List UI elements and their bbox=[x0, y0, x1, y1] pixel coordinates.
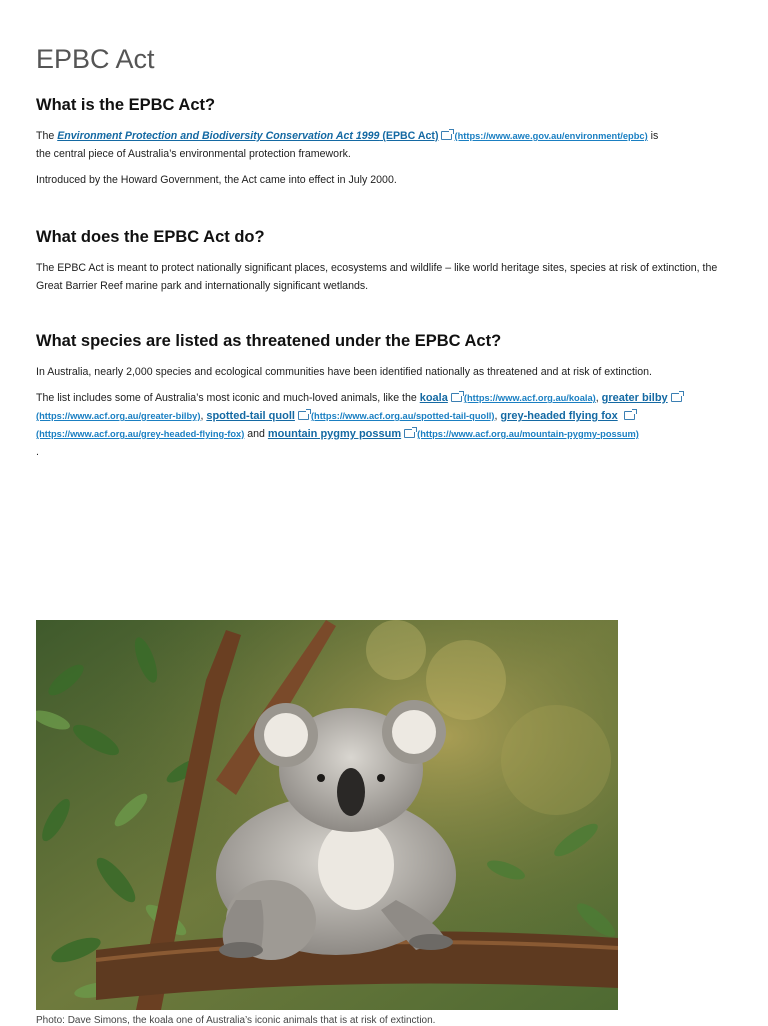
and-sep: and bbox=[244, 428, 268, 440]
page-title: EPBC Act bbox=[36, 44, 155, 74]
section-heading-what-is: What is the EPBC Act? bbox=[36, 96, 216, 114]
external-link-icon bbox=[451, 393, 462, 402]
photo-caption: Photo: Dave Simons, the koala one of Australia’s iconic animals that is at risk of extinction. bbox=[36, 1015, 436, 1026]
koala-photo bbox=[36, 620, 618, 1010]
comma-sep: , bbox=[595, 392, 602, 404]
paragraph-protects: The EPBC Act is meant to protect nationally significant places, ecosystems and wildlife – like world heritage sites, species at risk of extinction, the Great Barrier Reef marine park and internationally significant wetlands. bbox=[36, 262, 718, 292]
paragraph-introduced: Introduced by the Howard Government, the Act came into effect in July 2000. bbox=[36, 174, 397, 186]
external-link-icon bbox=[404, 429, 415, 438]
text-list-prefix: The list includes some of Australia’s most iconic and much-loved animals, like the bbox=[36, 392, 420, 404]
spotted-tail-quoll-url-link[interactable]: (https://www.acf.org.au/spotted-tail-quoll) bbox=[310, 411, 495, 421]
text-prefix: The bbox=[36, 130, 58, 142]
koala-link[interactable]: koala bbox=[419, 392, 448, 404]
greater-bilby-url-link[interactable]: (https://www.acf.org.au/greater-bilby) bbox=[36, 411, 201, 421]
greater-bilby-link[interactable]: greater bilby bbox=[601, 392, 668, 404]
mountain-pygmy-possum-link[interactable]: mountain pygmy possum bbox=[267, 428, 402, 440]
comma-sep: , bbox=[200, 410, 207, 422]
act-url-link[interactable]: (https://www.awe.gov.au/environment/epbc) bbox=[454, 131, 648, 141]
paragraph-species-count: In Australia, nearly 2,000 species and ecological communities have been identified nationally as threatened and at risk of extinction. bbox=[36, 366, 652, 378]
external-link-icon bbox=[624, 411, 635, 420]
grey-headed-flying-fox-link[interactable]: grey-headed flying fox bbox=[500, 410, 618, 422]
section-heading-what-does: What does the EPBC Act do? bbox=[36, 228, 265, 246]
external-link-icon bbox=[298, 411, 309, 420]
text-line2: the central piece of Australia’s environmental protection framework. bbox=[36, 148, 351, 160]
text-suffix: is bbox=[647, 130, 659, 142]
act-abbrev-link[interactable]: (EPBC Act) bbox=[379, 130, 439, 142]
external-link-icon bbox=[441, 131, 452, 140]
paragraph-act-intro bbox=[36, 127, 736, 163]
koala-url-link[interactable]: (https://www.acf.org.au/koala) bbox=[463, 393, 596, 403]
grey-headed-flying-fox-url-link[interactable]: (https://www.acf.org.au/grey-headed-flying-fox) bbox=[36, 429, 245, 439]
act-link[interactable]: Environment Protection and Biodiversity Conservation Act 1999 bbox=[57, 130, 380, 142]
section-heading-species: What species are listed as threatened under the EPBC Act? bbox=[36, 332, 502, 350]
mountain-pygmy-possum-url-link[interactable]: (https://www.acf.org.au/mountain-pygmy-possum) bbox=[417, 429, 639, 439]
spotted-tail-quoll-link[interactable]: spotted-tail quoll bbox=[206, 410, 295, 422]
external-link-icon bbox=[671, 393, 682, 402]
paragraph-species-list bbox=[36, 389, 736, 461]
list-end: . bbox=[36, 446, 39, 458]
comma-sep: , bbox=[494, 410, 501, 422]
